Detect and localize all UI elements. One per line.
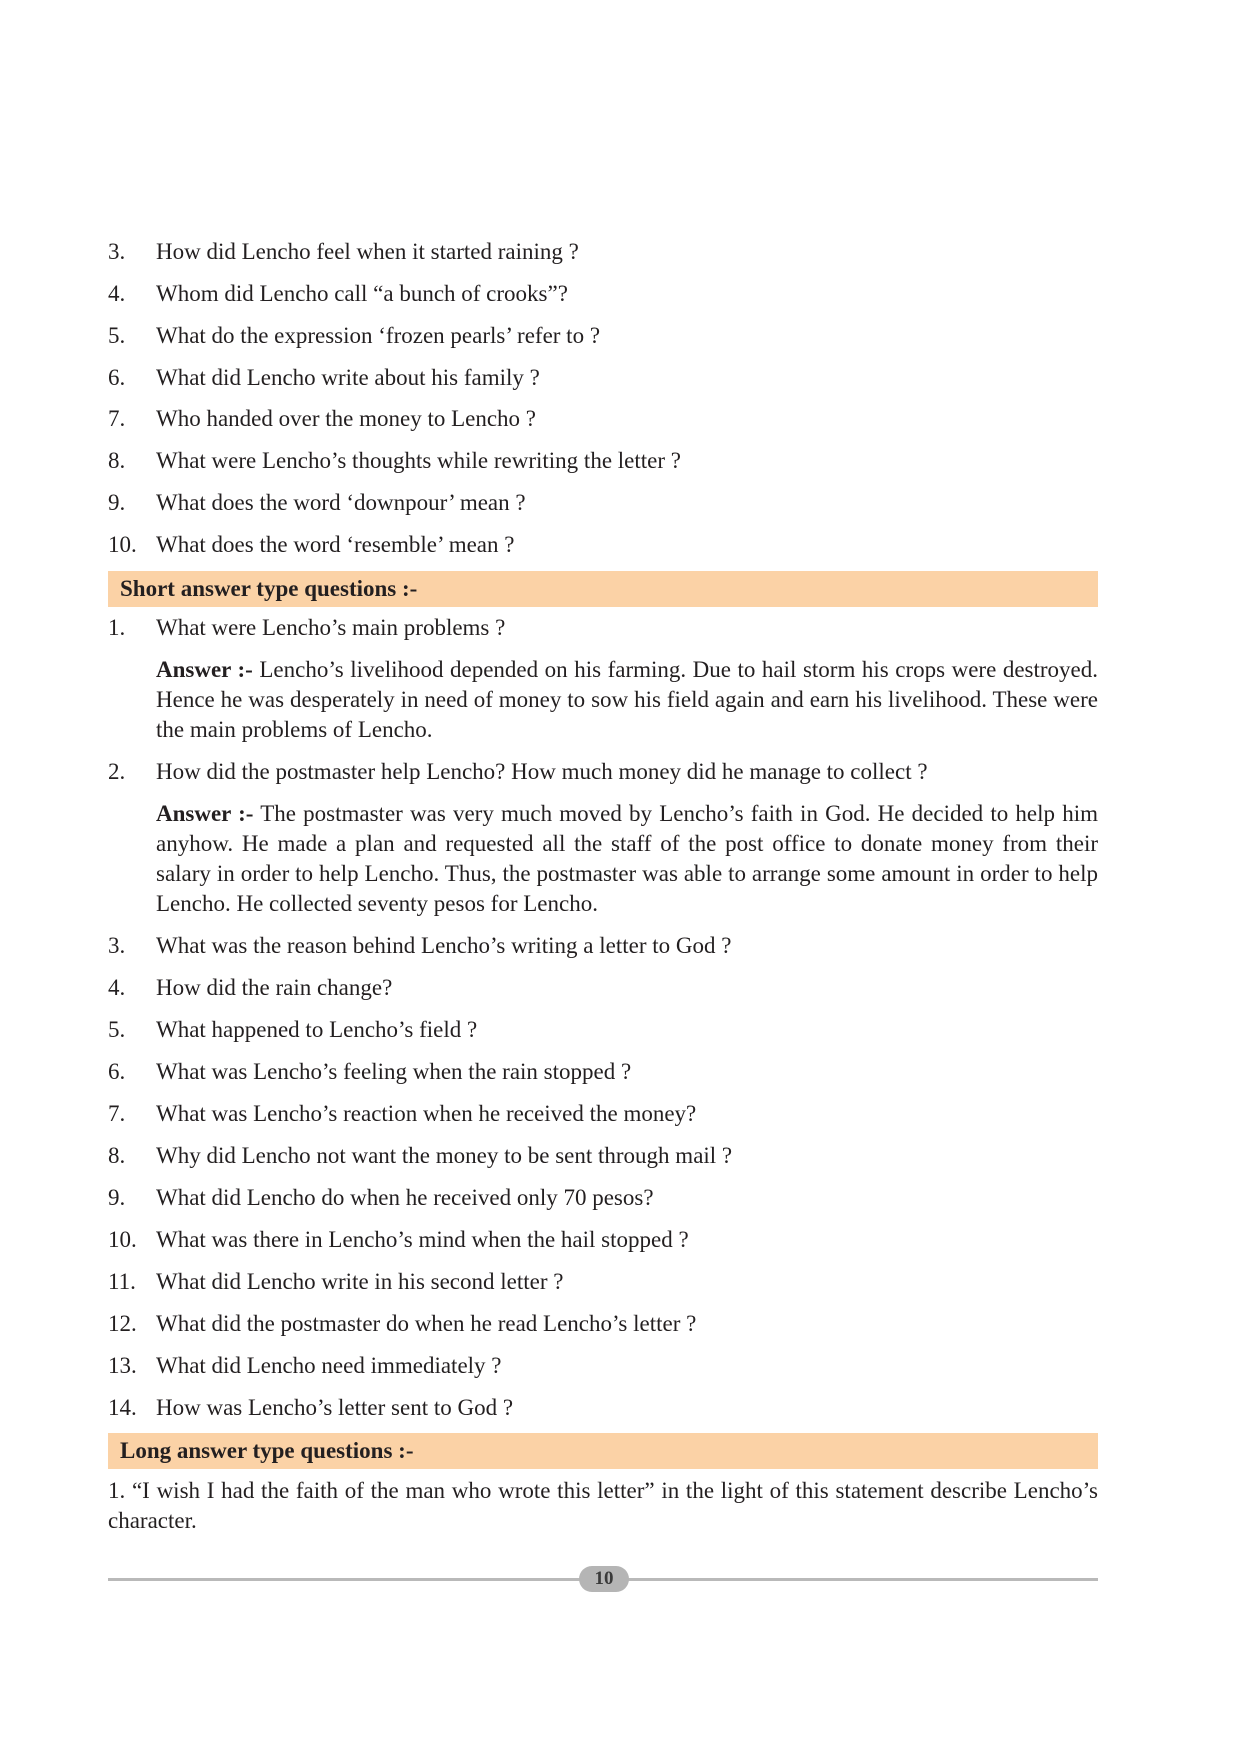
question-text: How did the postmaster help Lencho? How much money did he manage to collect ? (156, 759, 928, 784)
question-text: What did the postmaster do when he read Lencho’s letter ? (156, 1311, 697, 1336)
item-number: 4. (108, 975, 126, 1000)
question-text: What did Lencho write in his second letter ? (156, 1269, 564, 1294)
section-heading-long (108, 1433, 1098, 1469)
question-text: What does the word ‘downpour’ mean ? (156, 490, 526, 515)
item-number: 8. (108, 1143, 126, 1168)
item-number: 2. (108, 759, 126, 784)
item-number: 4. (108, 281, 126, 306)
answer-text: The postmaster was very much moved by Lencho’s faith in God. He decided to help him anyhow. He made a plan and requested all the staff of the post office to donate money from their salary in order to help Lencho. Thus, the postmaster was able to arrange some amount in order to help Lencho. He collected seventy pesos for Lencho. (156, 801, 1098, 916)
item-number: 3. (108, 239, 126, 264)
item-number: 6. (108, 365, 126, 390)
item-number: 1. (108, 615, 126, 640)
question-text: How did the rain change? (156, 975, 393, 1000)
question-text: What was the reason behind Lencho’s writing a letter to God ? (156, 933, 732, 958)
question-text: How was Lencho’s letter sent to God ? (156, 1395, 514, 1420)
item-number: 9. (108, 1185, 126, 1210)
page-number-badge: 10 (579, 1566, 629, 1592)
question-text: What was Lencho’s feeling when the rain stopped ? (156, 1059, 632, 1084)
item-number: 13. (108, 1353, 137, 1378)
question-text: What do the expression ‘frozen pearls’ refer to ? (156, 323, 601, 348)
item-number: 7. (108, 406, 126, 431)
item-number: 14. (108, 1395, 137, 1420)
answer-block (156, 655, 1098, 745)
question-text: What were Lencho’s main problems ? (156, 615, 506, 640)
answer-block (156, 799, 1098, 919)
item-number: 9. (108, 490, 126, 515)
item-number: 5. (108, 1017, 126, 1042)
section-heading-short (108, 571, 1098, 607)
item-number: 5. (108, 323, 126, 348)
section-heading-text: Short answer type questions :- (120, 576, 418, 601)
item-number: 12. (108, 1311, 137, 1336)
question-text: Why did Lencho not want the money to be sent through mail ? (156, 1143, 733, 1168)
question-text: What happened to Lencho’s field ? (156, 1017, 478, 1042)
question-text: How did Lencho feel when it started raining ? (156, 239, 579, 264)
answer-label: Answer :- (156, 801, 254, 826)
item-number: 10. (108, 1227, 137, 1252)
question-text: What was there in Lencho’s mind when the hail stopped ? (156, 1227, 689, 1252)
question-text: Who handed over the money to Lencho ? (156, 406, 537, 431)
answer-label: Answer :- (156, 657, 253, 682)
item-number: 3. (108, 933, 126, 958)
item-number: 8. (108, 448, 126, 473)
item-number: 6. (108, 1059, 126, 1084)
answer-text: Lencho’s livelihood depended on his farming. Due to hail storm his crops were destroyed. Hence he was desperately in need of money to sow his field again and earn his livelihood. These were the main problems of Lencho. (156, 657, 1098, 742)
item-number: 7. (108, 1101, 126, 1126)
item-number: 10. (108, 532, 137, 557)
question-text: What does the word ‘resemble’ mean ? (156, 532, 515, 557)
question-text: Whom did Lencho call “a bunch of crooks”? (156, 281, 568, 306)
section-heading-text: Long answer type questions :- (120, 1438, 414, 1463)
item-number: 11. (108, 1269, 136, 1294)
question-text: What was Lencho’s reaction when he received the money? (156, 1101, 697, 1126)
question-text: What did Lencho need immediately ? (156, 1353, 502, 1378)
question-text: What did Lencho write about his family ? (156, 365, 540, 390)
question-text: What did Lencho do when he received only 70 pesos? (156, 1185, 654, 1210)
question-text: What were Lencho’s thoughts while rewriting the letter ? (156, 448, 681, 473)
long-question: 1. “I wish I had the faith of the man who wrote this letter” in the light of this statement describe Lencho’s character. (108, 1478, 1098, 1533)
